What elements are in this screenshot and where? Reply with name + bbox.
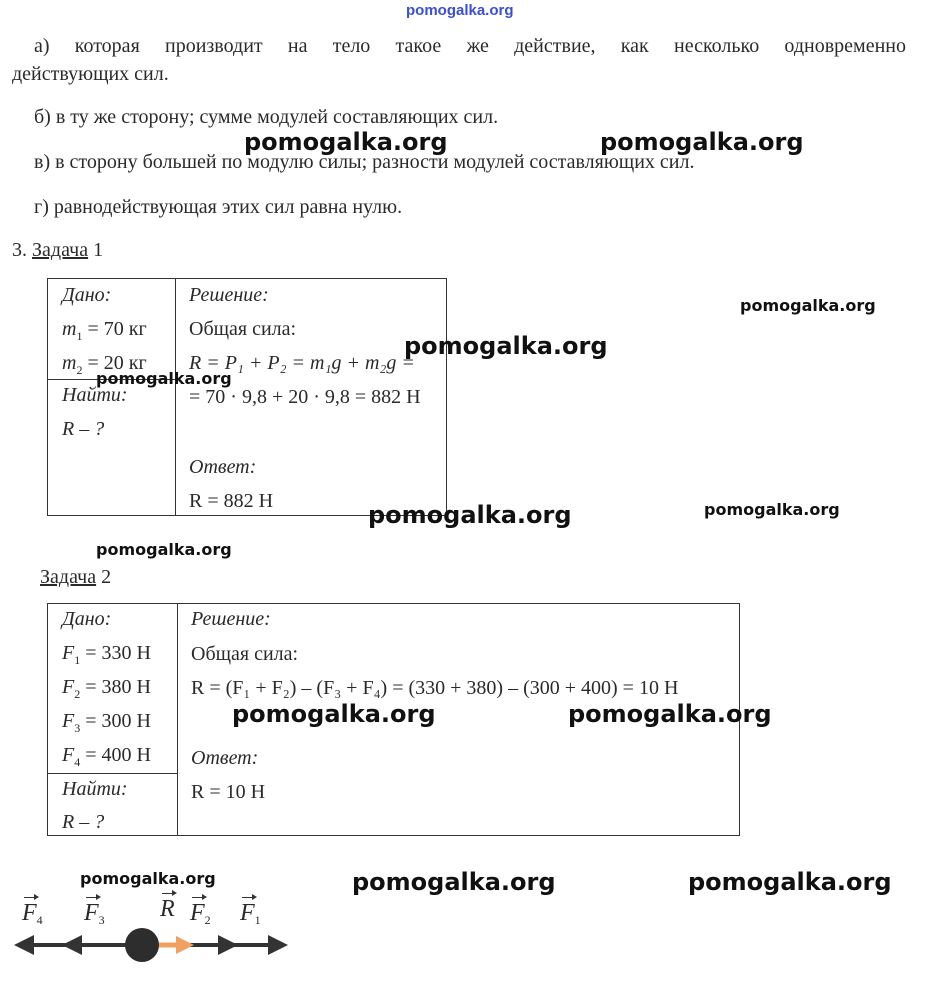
arrowhead-r	[176, 936, 194, 954]
arrowhead-f1	[268, 935, 288, 955]
watermark: pomogalka.org	[96, 369, 232, 388]
site-header-link[interactable]: pomogalka.org	[406, 2, 514, 19]
task2-find-label: Найти:	[62, 778, 128, 800]
task2-given-f1: $F_1 = 330$ Н	[62, 642, 151, 667]
arrowhead-f3	[62, 935, 82, 955]
label-f4: $F_4$	[22, 900, 43, 928]
answer-v: в) в сторону большей по модулю силы; разности модулей составляющих сил.	[34, 151, 695, 173]
task1-formula-1: R = P₁ + P₂ = m₁g + m₂g =	[189, 352, 415, 374]
arrowhead-f4	[14, 935, 34, 955]
task1-find-label: Найти:	[62, 384, 128, 406]
task1-given-m2: $m_2 = 20$ кг	[62, 352, 147, 377]
task2-answer-label: Ответ:	[191, 747, 259, 769]
task1-heading	[12, 236, 103, 264]
watermark: pomogalka.org	[368, 501, 572, 529]
task2-formula: R = (F₁ + F₂) – (F₃ + F₄) = (330 + 380) – (300 + 400) = 10 Н	[191, 677, 679, 699]
task1-given-label: Дано:	[62, 284, 112, 306]
task2-force-label: Общая сила:	[191, 643, 299, 665]
watermark: pomogalka.org	[96, 540, 232, 559]
task2-title: Задача	[40, 566, 97, 588]
label-f1: $F_1$	[240, 900, 261, 928]
watermark: pomogalka.org	[568, 700, 772, 728]
task1-answer-value: R = 882 Н	[189, 490, 274, 512]
task2-heading	[40, 563, 111, 591]
task2-given-f4: $F_4 = 400$ Н	[62, 744, 151, 769]
force-diagram	[10, 892, 300, 972]
task2-given-f2: $F_2 = 380$ Н	[62, 676, 151, 701]
watermark: pomogalka.org	[352, 868, 556, 896]
answer-a-line1: а) которая производит на тело такое же действие, как несколько одновременно	[34, 35, 906, 57]
watermark: pomogalka.org	[704, 500, 840, 519]
body-point	[125, 928, 159, 962]
answer-b: б) в ту же сторону; сумме модулей составляющих сил.	[34, 106, 499, 128]
section-number: 3.	[12, 239, 27, 261]
task2-number: 2	[101, 566, 112, 588]
label-f3: $F_3$	[84, 900, 105, 928]
task1-solution-label: Решение:	[189, 284, 269, 306]
answer-a-line2: действующих сил.	[12, 63, 169, 85]
task1-find-value: R – ?	[62, 418, 105, 440]
task1-force-label: Общая сила:	[189, 318, 297, 340]
watermark: pomogalka.org	[404, 332, 608, 360]
task1-title: Задача	[32, 239, 89, 261]
arrowhead-f2	[218, 935, 238, 955]
task2-find-value: R – ?	[62, 811, 105, 833]
watermark: pomogalka.org	[688, 868, 892, 896]
watermark: pomogalka.org	[244, 128, 448, 156]
watermark: pomogalka.org	[232, 700, 436, 728]
watermark: pomogalka.org	[600, 128, 804, 156]
task1-number: 1	[93, 239, 104, 261]
answer-g: г) равнодействующая этих сил равна нулю.	[34, 196, 403, 218]
label-r: R	[160, 896, 175, 922]
task2-given-f3: $F_3 = 300$ Н	[62, 710, 151, 735]
watermark: pomogalka.org	[740, 296, 876, 315]
label-f2: $F_2$	[190, 900, 211, 928]
task1-answer-label: Ответ:	[189, 456, 257, 478]
task2-solution-label: Решение:	[191, 608, 271, 630]
task2-given-label: Дано:	[62, 608, 112, 630]
task1-given-m1: $m_1 = 70$ кг	[62, 318, 147, 343]
watermark: pomogalka.org	[80, 869, 216, 888]
task1-formula-2: = 70 · 9,8 + 20 · 9,8 = 882 Н	[189, 386, 421, 408]
task2-answer-value: R = 10 Н	[191, 781, 266, 803]
